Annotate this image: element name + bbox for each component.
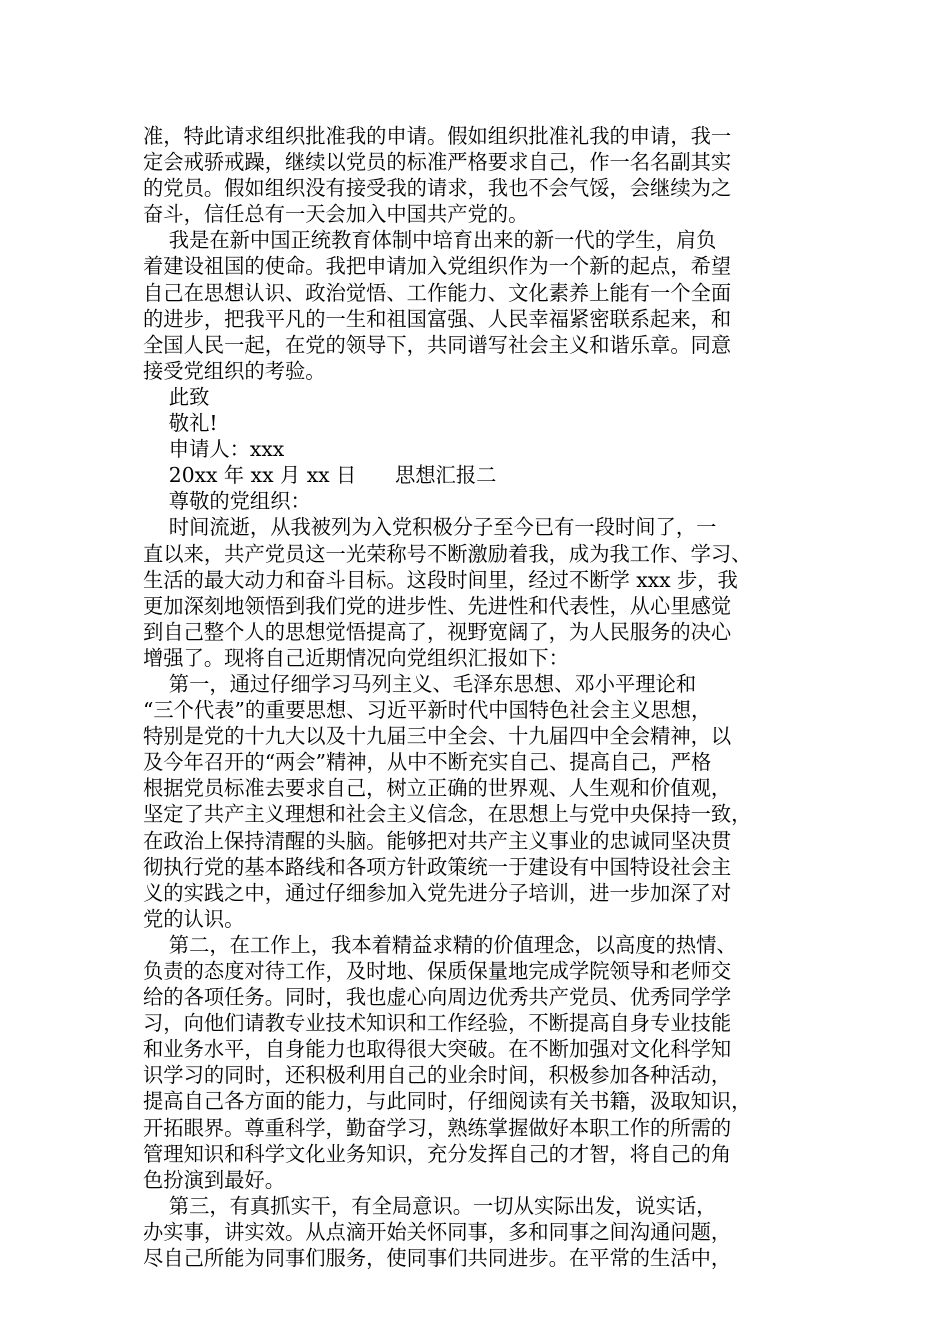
text-line: 敬礼! [143, 411, 218, 436]
text-line: 尽自己所能为同事们服务，使同事们共同进步。在平常的生活中， [143, 1246, 732, 1271]
text-line: 尊敬的党组织： [143, 489, 311, 514]
text-line: 生活的最大动力和奋斗目标。这段时间里，经过不断学 xxx 步，我 [143, 567, 738, 592]
text-line: 第三，有真抓实干，有全局意识。一切从实际出发，说实话， [143, 1193, 717, 1218]
text-line: 彻执行党的基本路线和各项方针政策统一于建设有中国特设社会主 [143, 854, 732, 879]
text-line: 及今年召开的“两会”精神，从中不断充实自己、提高自己，严格 [143, 750, 712, 775]
text-line: 习，向他们请教专业技术知识和工作经验，不断提高自身专业技能 [143, 1011, 732, 1036]
text-line: 申请人：xxx [143, 437, 285, 462]
text-line: 我是在新中国正统教育体制中培育出来的新一代的学生，肩负 [143, 228, 717, 253]
document-body [143, 123, 813, 1271]
text-line: 和业务水平，自身能力也取得很大突破。在不断加强对文化科学知 [143, 1037, 732, 1062]
text-line: 提高自己各方面的能力，与此同时，仔细阅读有关书籍，汲取知识， [143, 1089, 752, 1114]
text-line: 时间流逝，从我被列为入党积极分子至今已有一段时间了，一 [143, 515, 717, 540]
text-line: 给的各项任务。同时，我也虚心向周边优秀共产党员、优秀同学学 [143, 985, 732, 1010]
text-line: 自己在思想认识、政治觉悟、工作能力、文化素养上能有一个全面 [143, 280, 732, 305]
text-line: 开拓眼界。尊重科学，勤奋学习，熟练掌握做好本职工作的所需的 [143, 1115, 732, 1140]
text-line: 色扮演到最好。 [143, 1167, 285, 1192]
text-line: 定会戒骄戒躁，继续以党员的标准严格要求自己，作一名名副其实 [143, 150, 732, 175]
text-line: 全国人民一起，在党的领导下，共同谱写社会主义和谐乐章。同意 [143, 332, 732, 357]
text-line: 到自己整个人的思想觉悟提高了，视野宽阔了，为人民服务的决心 [143, 619, 732, 644]
text-line: 管理知识和科学文化业务知识，充分发挥自己的才智，将自己的角 [143, 1141, 732, 1166]
text-line: 负责的态度对待工作，及时地、保质保量地完成学院领导和老师交 [143, 959, 732, 983]
text-line: 此致 [143, 384, 210, 409]
text-line: 义的实践之中，通过仔细参加入党先进分子培训，进一步加深了对 [143, 880, 732, 905]
text-line: “三个代表”的重要思想、习近平新时代中国特色社会主义思想， [143, 698, 712, 723]
text-line: 党的认识。 [143, 906, 245, 931]
text-line: 直以来，共产党员这一光荣称号不断激励着我，成为我工作、学习、 [143, 541, 752, 566]
text-line: 增强了。现将自己近期情况向党组织汇报如下： [143, 645, 569, 670]
text-line: 接受党组织的考验。 [143, 358, 326, 383]
text-line: 20xx 年 xx 月 xx 日 思想汇报二 [143, 463, 497, 488]
text-line: 的党员。假如组织没有接受我的请求，我也不会气馁，会继续为之 [143, 176, 732, 201]
text-line: 识学习的同时，还积极利用自己的业余时间，积极参加各种活动， [143, 1063, 732, 1088]
text-line: 着建设祖国的使命。我把申请加入党组织作为一个新的起点，希望 [143, 254, 732, 279]
text-line: 根据党员标准去要求自己，树立正确的世界观、人生观和价值观， [143, 776, 732, 801]
text-line: 坚定了共产主义理想和社会主义信念，在思想上与党中央保持一致， [143, 802, 752, 827]
text-line: 更加深刻地领悟到我们党的进步性、先进性和代表性，从心里感觉 [143, 593, 732, 618]
text-line: 在政治上保持清醒的头脑。能够把对共产主义事业的忠诚同坚决贯 [143, 828, 732, 853]
text-line: 办实事，讲实效。从点滴开始关怀同事，多和同事之间沟通问题， [143, 1219, 732, 1244]
text-line: 特别是党的十九大以及十九届三中全会、十九届四中全会精神，以 [143, 724, 732, 749]
text-line: 的进步，把我平凡的一生和祖国富强、人民幸福紧密联系起来，和 [143, 306, 732, 331]
text-line: 奋斗，信任总有一天会加入中国共产党的。 [143, 202, 529, 227]
text-line: 第一，通过仔细学习马列主义、毛泽东思想、邓小平理论和 [143, 671, 697, 696]
text-line: 准，特此请求组织批准我的申请。假如组织批准礼我的申请，我一 [143, 124, 732, 148]
text-line: 第二，在工作上，我本着精益求精的价值理念，以高度的热情、 [143, 932, 737, 957]
